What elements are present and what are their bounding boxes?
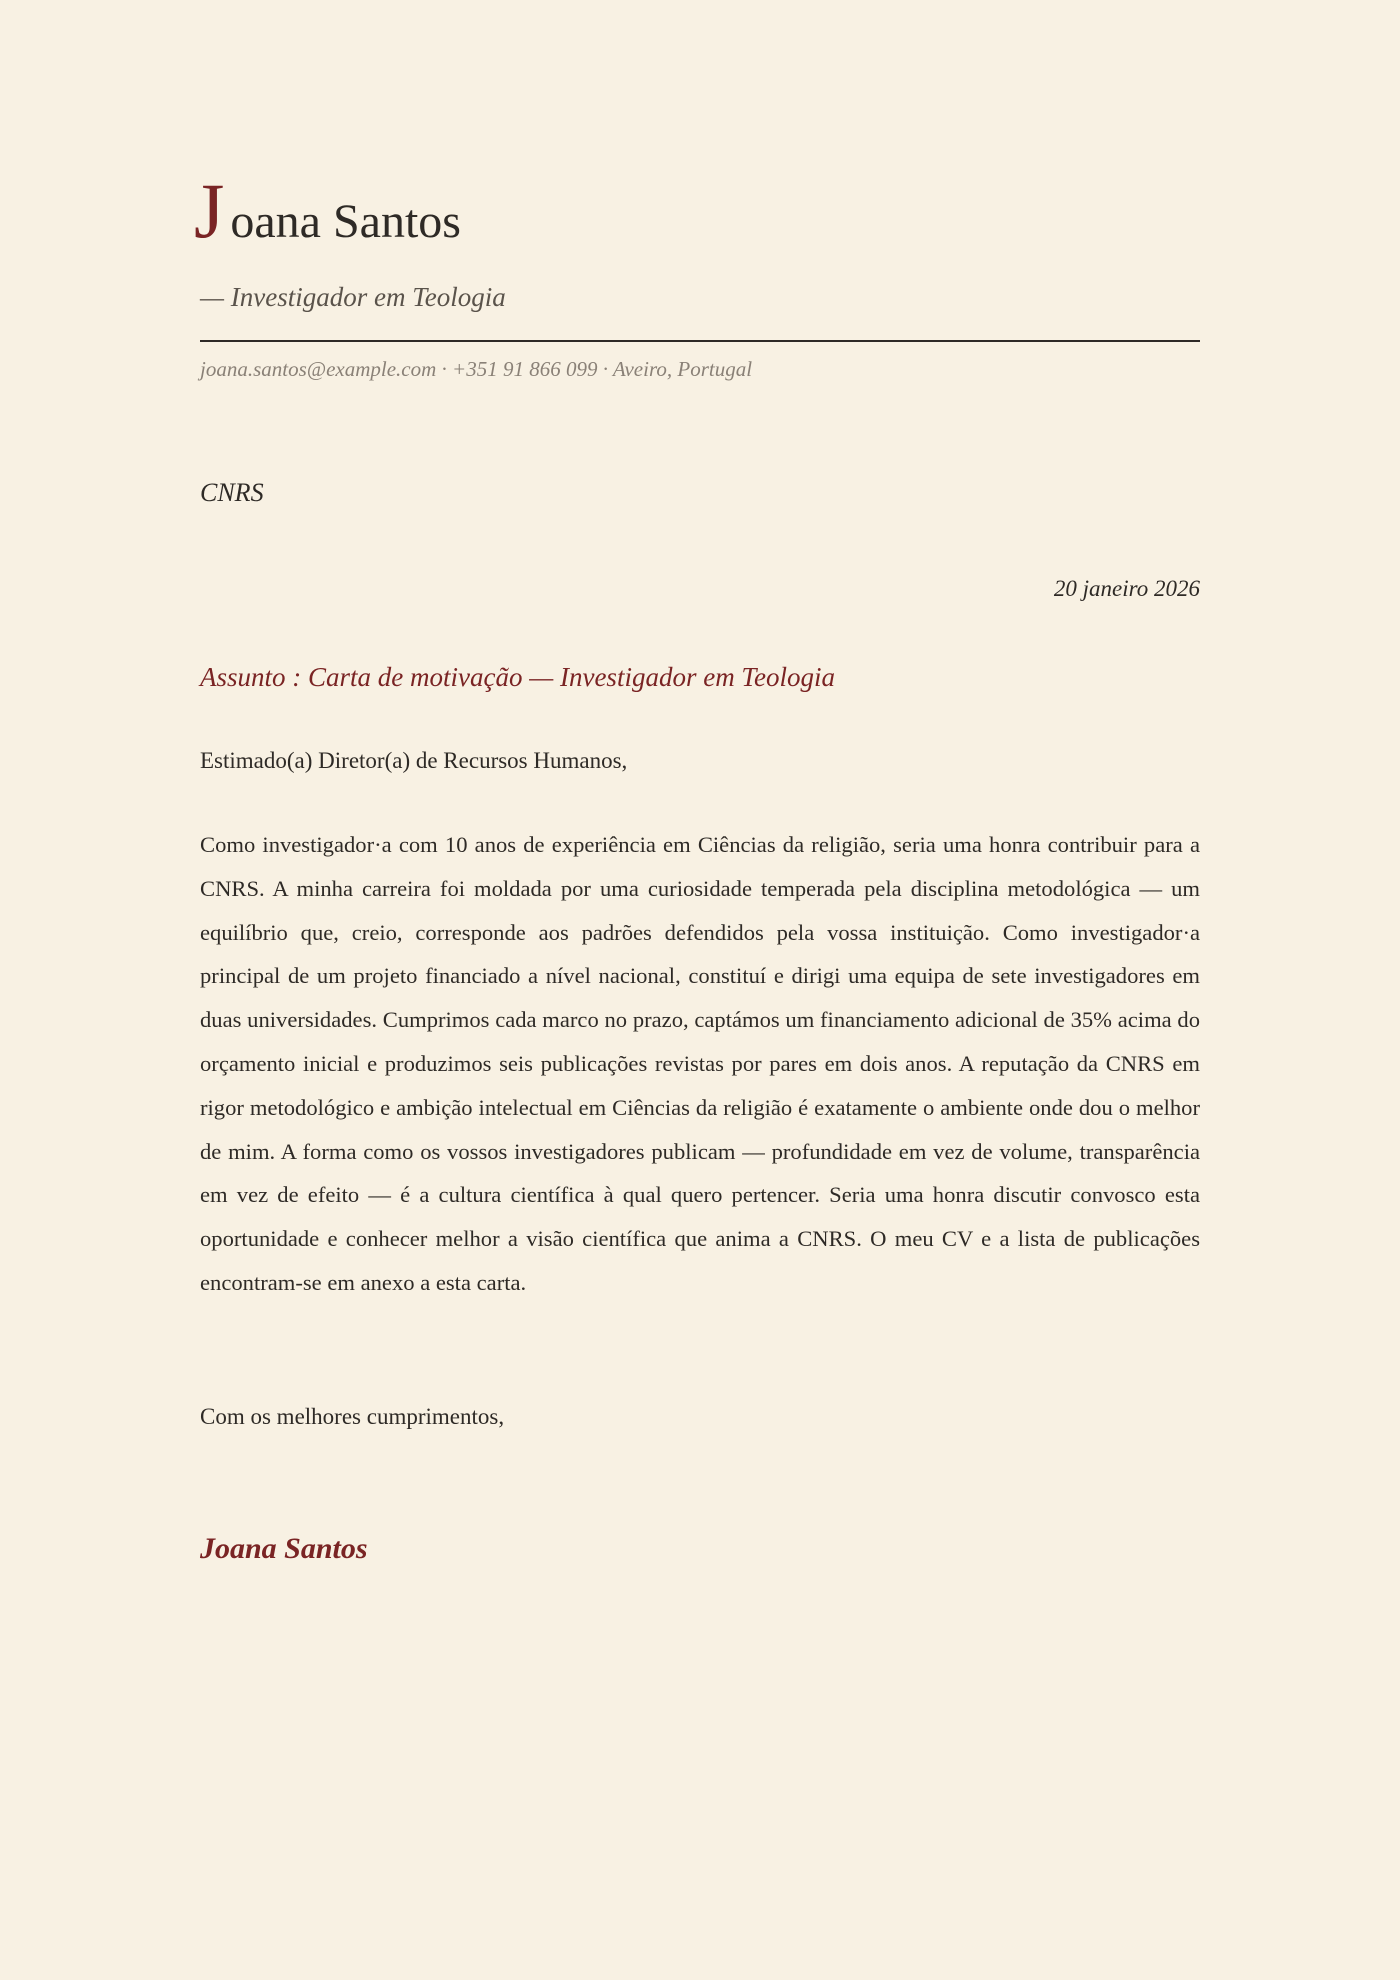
letter-subject: Assunto : Carta de motivação — Investigador em Teologia: [200, 662, 835, 692]
author-role: — Investigador em Teologia: [200, 282, 506, 312]
header-divider: [200, 340, 1200, 342]
signature: Joana Santos: [200, 1532, 368, 1565]
name-initial-dropcap: J: [194, 167, 225, 254]
closing: Com os melhores cumprimentos,: [200, 1404, 505, 1429]
recipient: CNRS: [200, 478, 264, 507]
author-name: [194, 167, 461, 262]
salutation: Estimado(a) Diretor(a) de Recursos Humanos,: [200, 748, 628, 773]
name-rest: oana Santos: [230, 195, 461, 248]
contact-line: joana.santos@example.com · +351 91 866 099 · Aveiro, Portugal: [200, 357, 753, 381]
letter-body: Como investigador·a com 10 anos de experiência em Ciências da religião, seria uma honra contribuir para a CNRS. A minha carreira foi moldada por uma curiosidade temperada pela disciplina metodológica — um equilíbrio que, creio, corresponde aos padrões defendidos pela vossa instituição. Como investigador·a principal de um projeto financiado a nível nacional, constituí e dirigi uma equipa de sete investigadores em duas universidades. Cumprimos cada marco no prazo, captámos um financiamento adicional de 35% acima do orçamento inicial e produzimos seis publicações revistas por pares em dois anos. A reputação da CNRS em rigor metodológico e ambição intelectual em Ciências da religião é exatamente o ambiente onde dou o melhor de mim. A forma como os vossos investigadores publicam — profundidade em vez de volume, transparência em vez de efeito — é a cultura científica à qual quero pertencer. Seria uma honra discutir convosco esta oportunidade e conhecer melhor a visão científica que anima a CNRS. O meu CV e a lista de publicações encontram-se em anexo a esta carta.: [200, 832, 1200, 1295]
letter-date: 20 janeiro 2026: [1053, 576, 1200, 601]
